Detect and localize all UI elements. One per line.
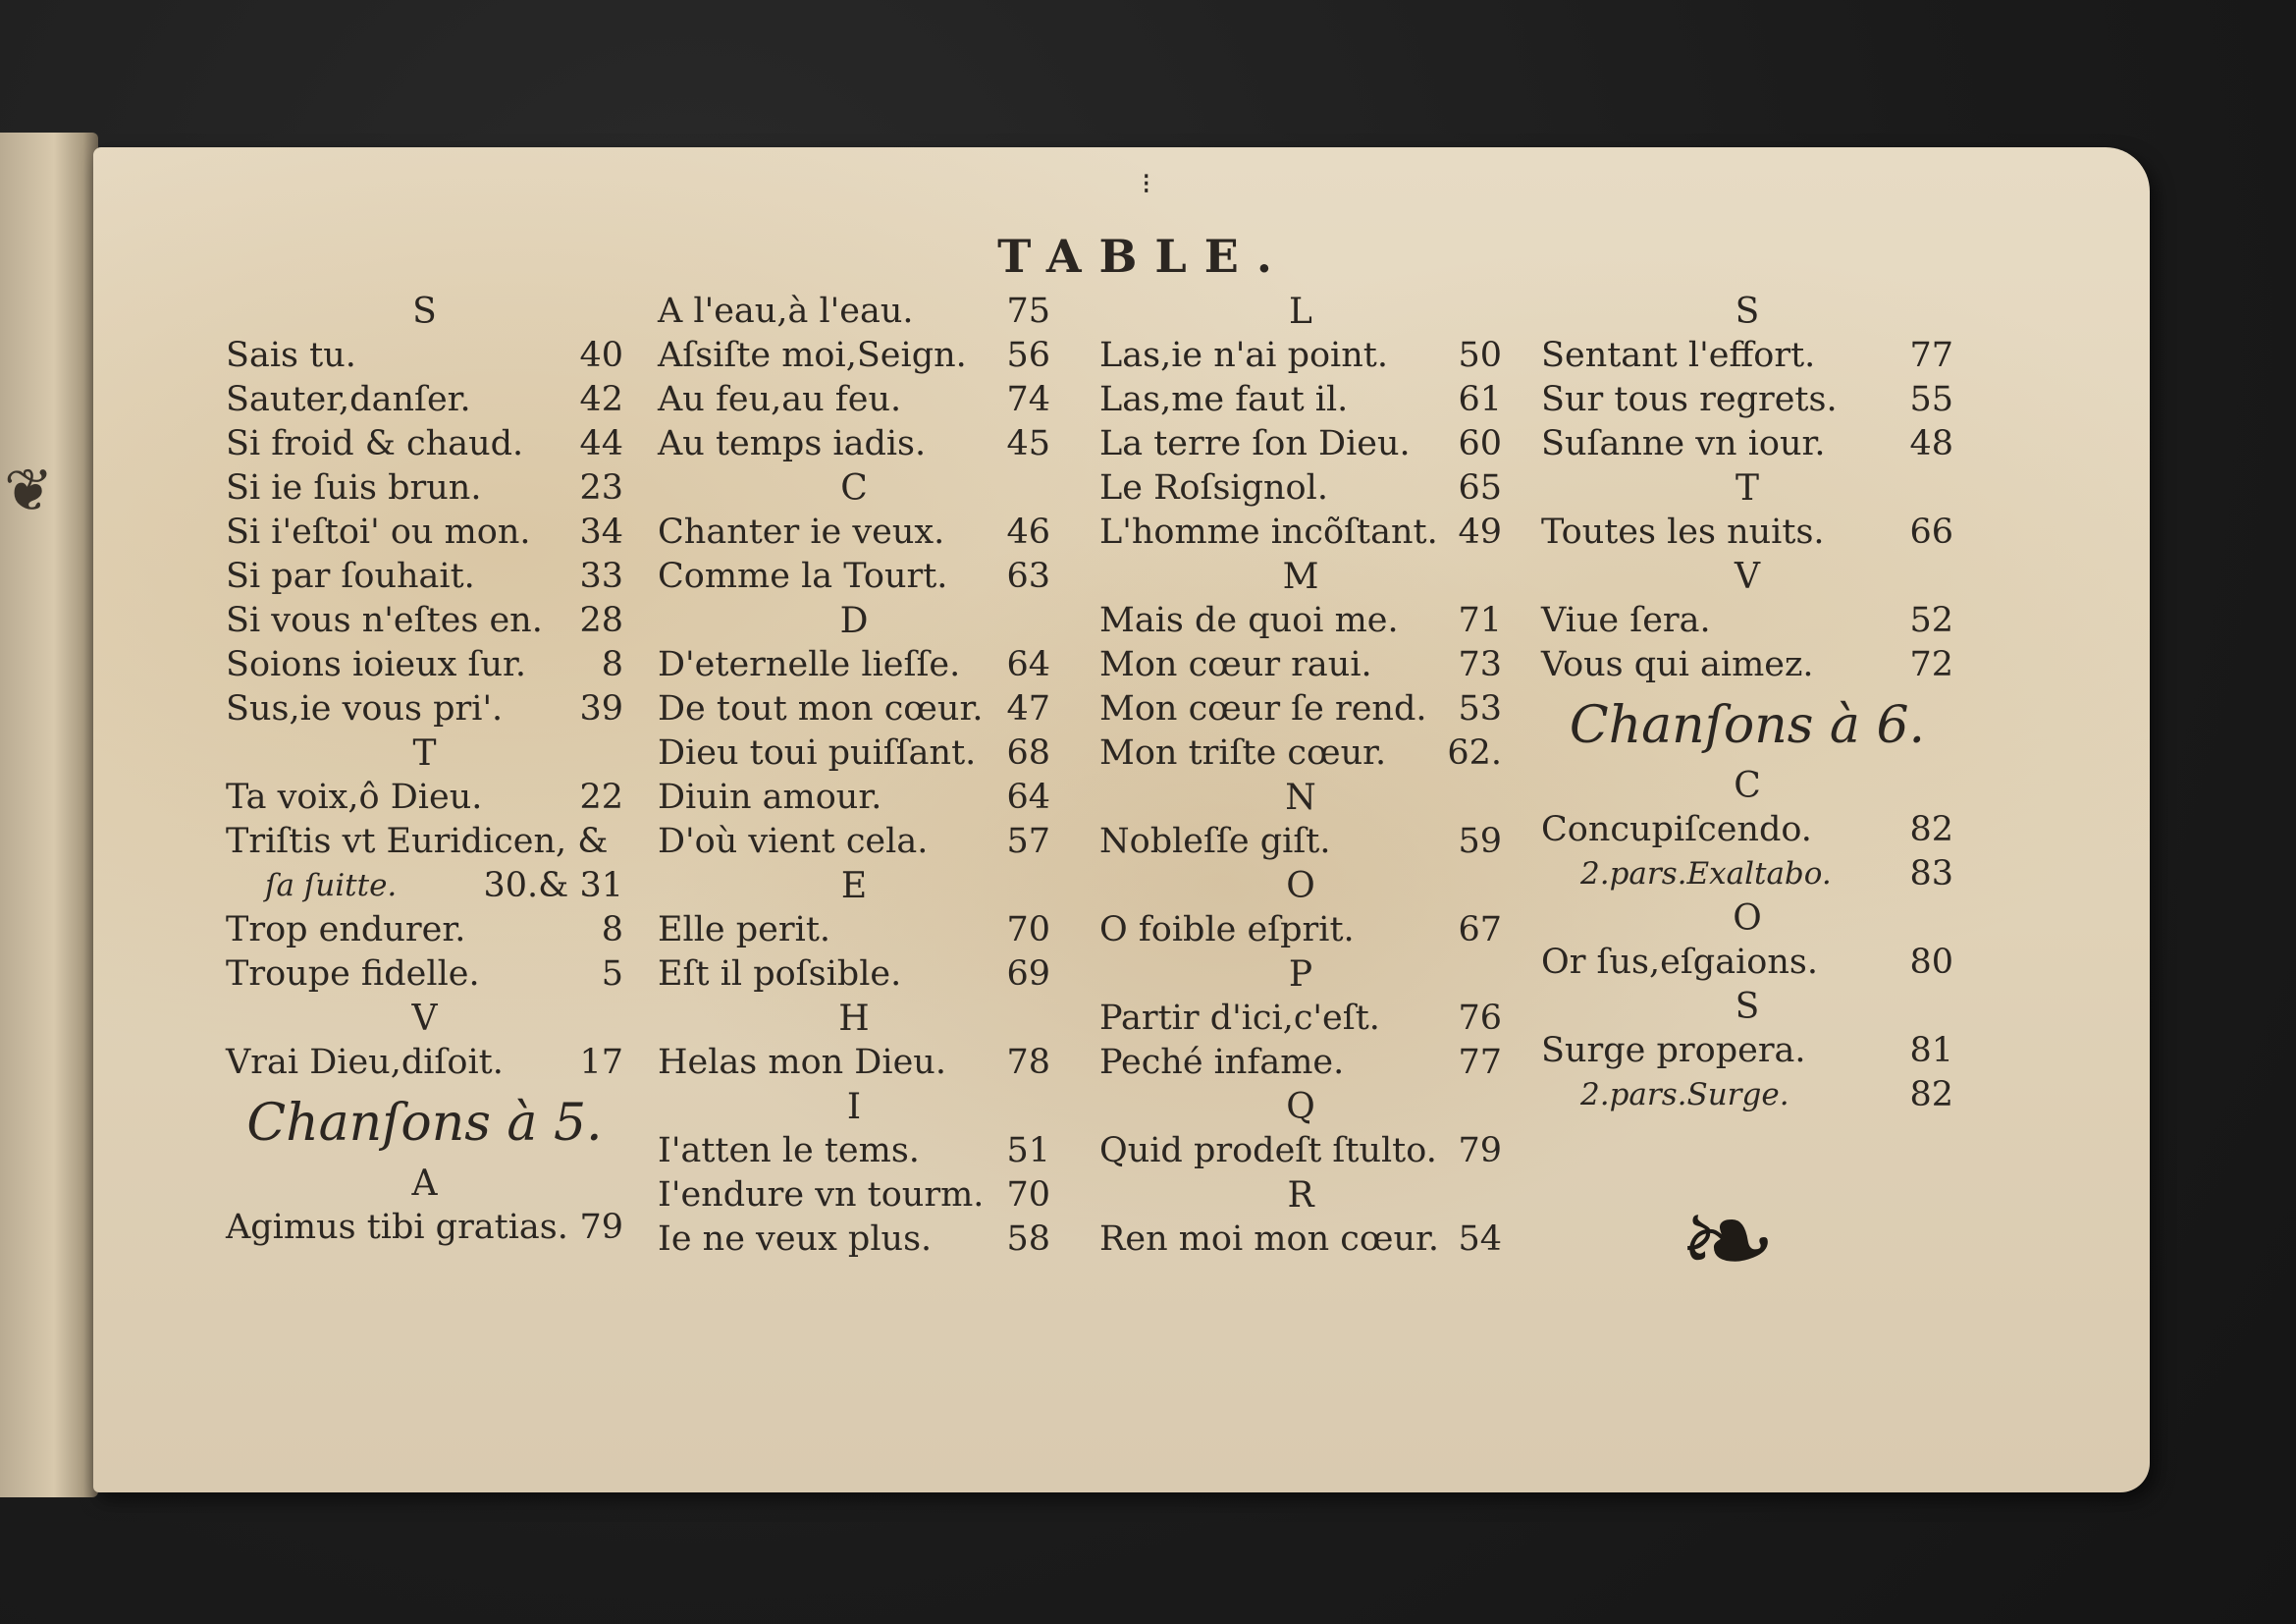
letter-heading [1099, 1173, 1502, 1218]
page-number: 57 [1006, 822, 1050, 861]
letter-heading [658, 599, 1050, 643]
index-entry [658, 643, 1050, 687]
fleuron-tailpiece-icon: ❧ [1678, 1173, 1778, 1310]
page-number: 28 [579, 601, 623, 640]
page-number: 66 [1909, 513, 1953, 552]
index-entry-text: Surge propera. [1541, 1031, 1806, 1070]
index-entry-text: A l'eau,à l'eau. [658, 292, 914, 331]
index-entry-text: Mon cœur raui. [1099, 645, 1372, 684]
letter-heading-text: P [1288, 954, 1313, 995]
index-entry [1541, 378, 1953, 422]
page-number: 63 [1006, 557, 1050, 596]
letter-heading [658, 997, 1050, 1041]
page-number: 51 [1006, 1131, 1050, 1170]
page-number: 8 [601, 645, 623, 684]
letter-heading-text: S [412, 292, 437, 332]
page-number: 47 [1006, 689, 1050, 729]
page-number: 72 [1909, 645, 1953, 684]
letter-heading [1099, 290, 1502, 334]
index-entry [1099, 511, 1502, 555]
letter-heading [1099, 952, 1502, 997]
letter-heading-text: Q [1286, 1087, 1315, 1127]
page-number: 71 [1458, 601, 1502, 640]
index-entry-text: Si vous n'eſtes en. [226, 601, 543, 640]
index-entry [1099, 997, 1502, 1041]
index-entry-text: Si par ſouhait. [226, 557, 475, 596]
index-entry-text: Au feu,au feu. [658, 380, 902, 419]
page-number: 80 [1909, 943, 1953, 982]
index-entry [226, 599, 623, 643]
page-number: 67 [1458, 910, 1502, 949]
index-entry [658, 1218, 1050, 1262]
index-entry [1099, 687, 1502, 731]
page-number: 83 [1909, 854, 1953, 893]
letter-heading-text: O [1733, 898, 1762, 939]
facing-page-edge [0, 133, 98, 1497]
index-entry [658, 820, 1050, 864]
index-entry [1541, 599, 1953, 643]
index-entry [1099, 908, 1502, 952]
index-entry-text: L'homme incõſtant. [1099, 513, 1438, 552]
letter-heading [226, 731, 623, 776]
page-number: 54 [1458, 1219, 1502, 1259]
section-heading [226, 1085, 623, 1162]
index-entry [226, 555, 623, 599]
index-entry-text: Eſt il poſsible. [658, 954, 902, 994]
index-column-1 [226, 290, 623, 1250]
ornament-fragment-icon: ❦ [4, 457, 54, 525]
index-entry [658, 555, 1050, 599]
page-number: 42 [579, 380, 623, 419]
index-entry-text: La terre ſon Dieu. [1099, 424, 1411, 463]
index-entry [1099, 466, 1502, 511]
index-entry [226, 908, 623, 952]
section-heading [1541, 687, 1953, 764]
page-number: 76 [1458, 999, 1502, 1038]
index-entry-text: Mais de quoi me. [1099, 601, 1399, 640]
section-heading-text: Chanſons à 5. [246, 1094, 603, 1153]
index-subentry-text: 2.pars.Exaltabo. [1580, 856, 1832, 892]
page-number: 70 [1006, 1175, 1050, 1215]
index-entry [658, 1173, 1050, 1218]
page-number: 56 [1006, 336, 1050, 375]
index-subentry-text: ſa ſuitte. [265, 868, 398, 903]
index-entry [1541, 808, 1953, 852]
letter-heading-text: C [1734, 766, 1761, 806]
index-entry [226, 776, 623, 820]
page-number: 58 [1006, 1219, 1050, 1259]
page-number: 39 [579, 689, 623, 729]
page-number: 61 [1458, 380, 1502, 419]
index-entry-text: Trop endurer. [226, 910, 466, 949]
index-entry [1541, 941, 1953, 985]
letter-heading [226, 997, 623, 1041]
index-entry-text: Triſtis vt Euridicen, & [226, 822, 609, 861]
index-entry-text: D'où vient cela. [658, 822, 929, 861]
index-entry-text: Elle perit. [658, 910, 831, 949]
index-entry [1541, 1029, 1953, 1073]
index-entry-text: Ta voix,ô Dieu. [226, 778, 483, 817]
letter-heading-text: A [411, 1164, 438, 1204]
letter-heading [1541, 985, 1953, 1029]
index-entry [226, 1206, 623, 1250]
page-number: 74 [1006, 380, 1050, 419]
page-number: 82 [1909, 810, 1953, 849]
index-entry-text: Ren moi mon cœur. [1099, 1219, 1440, 1259]
index-entry [658, 776, 1050, 820]
index-entry-text: Toutes les nuits. [1541, 513, 1825, 552]
index-entry-text: Chanter ie veux. [658, 513, 945, 552]
page-number: 34 [579, 513, 623, 552]
letter-heading [1541, 466, 1953, 511]
index-entry [658, 1129, 1050, 1173]
index-entry [226, 1041, 623, 1085]
index-entry [1099, 643, 1502, 687]
letter-heading [1099, 864, 1502, 908]
index-entry [1099, 1041, 1502, 1085]
index-entry [226, 422, 623, 466]
index-entry-text: Suſanne vn iour. [1541, 424, 1826, 463]
index-entry-text: Las,ie n'ai point. [1099, 336, 1388, 375]
page-number: 77 [1458, 1043, 1502, 1082]
index-entry [1099, 820, 1502, 864]
letter-heading-text: D [839, 601, 869, 641]
index-entry [1541, 511, 1953, 555]
index-entry [1099, 334, 1502, 378]
index-entry [1099, 378, 1502, 422]
index-subentry [1541, 852, 1953, 896]
page-number: 22 [579, 778, 623, 817]
letter-heading [226, 1162, 623, 1206]
letter-heading-text: C [840, 468, 868, 509]
index-entry-text: Vous qui aimez. [1541, 645, 1814, 684]
page-number: 65 [1458, 468, 1502, 508]
index-entry [226, 952, 623, 997]
index-entry [658, 378, 1050, 422]
letter-heading [658, 1085, 1050, 1129]
index-entry-text: Nobleſſe giſt. [1099, 822, 1331, 861]
page-number: 48 [1909, 424, 1953, 463]
page-number: 77 [1909, 336, 1953, 375]
index-entry-text: Sauter,danſer. [226, 380, 471, 419]
index-entry-text: Comme la Tourt. [658, 557, 948, 596]
index-entry-text: Partir d'ici,c'eſt. [1099, 999, 1380, 1038]
index-entry-text: I'atten le tems. [658, 1131, 920, 1170]
page-number: 78 [1006, 1043, 1050, 1082]
letter-heading-text: N [1285, 778, 1316, 818]
letter-heading-text: T [412, 733, 437, 774]
index-entry [658, 422, 1050, 466]
letter-heading-text: L [1289, 292, 1312, 332]
letter-heading [1541, 290, 1953, 334]
letter-heading-text: V [411, 999, 438, 1039]
letter-heading [226, 290, 623, 334]
index-entry-text: Helas mon Dieu. [658, 1043, 946, 1082]
index-entry-text: Mon triſte cœur. [1099, 733, 1387, 773]
page-number: 82 [1909, 1075, 1953, 1114]
page-number: 59 [1458, 822, 1502, 861]
printer-mark-icon: ⁝ [1142, 167, 1151, 201]
page-number: 62. [1447, 733, 1502, 773]
page-number: 30.& 31 [483, 866, 623, 905]
page-number: 64 [1006, 778, 1050, 817]
index-entry [1099, 1129, 1502, 1173]
letter-heading-text: E [840, 866, 868, 906]
page-number: 5 [601, 954, 623, 994]
index-entry-text: Aſsiſte moi,Seign. [658, 336, 967, 375]
page-number: 75 [1006, 292, 1050, 331]
index-entry-text: O foible eſprit. [1099, 910, 1355, 949]
index-entry-text: Diuin amour. [658, 778, 882, 817]
letter-heading-text: H [838, 999, 870, 1039]
page-number: 8 [601, 910, 623, 949]
index-entry-text: Quid prodeſt ſtulto. [1099, 1131, 1437, 1170]
page-number: 79 [579, 1208, 623, 1247]
page-number: 52 [1909, 601, 1953, 640]
letter-heading [1541, 896, 1953, 941]
page-number: 73 [1458, 645, 1502, 684]
index-entry-text: Agimus tibi gratias. [226, 1208, 568, 1247]
index-entry-text: Mon cœur ſe rend. [1099, 689, 1427, 729]
index-entry-text: Si i'eſtoi' ou mon. [226, 513, 531, 552]
page-number: 40 [579, 336, 623, 375]
index-entry-text: Sur tous regrets. [1541, 380, 1838, 419]
index-entry-text: Sus,ie vous pri'. [226, 689, 504, 729]
index-entry-text: Dieu toui puiſſant. [658, 733, 977, 773]
index-entry [1099, 599, 1502, 643]
index-entry-text: Troupe fidelle. [226, 954, 480, 994]
index-entry-text: Si froid & chaud. [226, 424, 524, 463]
index-column-3 [1099, 290, 1502, 1262]
page-number: 46 [1006, 513, 1050, 552]
book-page [93, 147, 2150, 1492]
index-entry [226, 466, 623, 511]
index-entry [658, 952, 1050, 997]
page-number: 60 [1458, 424, 1502, 463]
page-number: 45 [1006, 424, 1050, 463]
index-entry-text: Sais tu. [226, 336, 356, 375]
letter-heading-text: S [1735, 292, 1760, 332]
letter-heading-text: S [1735, 987, 1760, 1027]
index-entry [1099, 1218, 1502, 1262]
index-subentry-text: 2.pars.Surge. [1580, 1077, 1789, 1112]
letter-heading-text: T [1735, 468, 1759, 509]
index-entry-text: De tout mon cœur. [658, 689, 984, 729]
page-number: 70 [1006, 910, 1050, 949]
letter-heading [1099, 776, 1502, 820]
index-entry-text: Soions ioieux ſur. [226, 645, 527, 684]
index-entry [1099, 731, 1502, 776]
index-entry [1541, 334, 1953, 378]
page-number: 53 [1458, 689, 1502, 729]
index-entry [658, 908, 1050, 952]
index-entry-text: Or ſus,eſgaions. [1541, 943, 1818, 982]
letter-heading [1099, 555, 1502, 599]
index-entry-text: Au temps iadis. [658, 424, 927, 463]
index-entry-text: Le Roſsignol. [1099, 468, 1328, 508]
index-entry-text: Vrai Dieu,diſoit. [226, 1043, 504, 1082]
index-entry-text: Viue ſera. [1541, 601, 1711, 640]
index-entry [226, 820, 623, 864]
page-number: 23 [579, 468, 623, 508]
page-title: TABLE. [997, 230, 1290, 283]
letter-heading-text: I [846, 1087, 862, 1127]
letter-heading [658, 864, 1050, 908]
index-column-4 [1541, 290, 1953, 1117]
page-number: 55 [1909, 380, 1953, 419]
index-entry [1541, 422, 1953, 466]
index-column-2 [658, 290, 1050, 1262]
index-entry [226, 334, 623, 378]
index-subentry [1541, 1073, 1953, 1117]
index-entry-text: I'endure vn tourm. [658, 1175, 985, 1215]
page-number: 64 [1006, 645, 1050, 684]
letter-heading [658, 466, 1050, 511]
index-entry [226, 378, 623, 422]
page-number: 44 [579, 424, 623, 463]
letter-heading-text: M [1282, 557, 1319, 597]
index-entry [658, 731, 1050, 776]
letter-heading [1541, 764, 1953, 808]
index-entry [658, 1041, 1050, 1085]
index-entry [658, 290, 1050, 334]
index-entry-text: Ie ne veux plus. [658, 1219, 933, 1259]
page-number: 50 [1458, 336, 1502, 375]
letter-heading-text: R [1287, 1175, 1314, 1216]
page-number: 79 [1458, 1131, 1502, 1170]
index-entry-text: D'eternelle lieſſe. [658, 645, 961, 684]
index-entry [1099, 422, 1502, 466]
index-subentry [226, 864, 623, 908]
page-number: 49 [1458, 513, 1502, 552]
page-number: 69 [1006, 954, 1050, 994]
index-entry [658, 687, 1050, 731]
index-entry [226, 687, 623, 731]
letter-heading [1099, 1085, 1502, 1129]
letter-heading [1541, 555, 1953, 599]
letter-heading-text: O [1286, 866, 1315, 906]
page-number: 81 [1909, 1031, 1953, 1070]
index-entry-text: Concupiſcendo. [1541, 810, 1812, 849]
index-entry [658, 334, 1050, 378]
page-number: 68 [1006, 733, 1050, 773]
index-entry-text: Peché infame. [1099, 1043, 1345, 1082]
index-entry [658, 511, 1050, 555]
page-number: 17 [579, 1043, 623, 1082]
index-entry [226, 511, 623, 555]
index-entry-text: Si ie ſuis brun. [226, 468, 482, 508]
index-entry-text: Las,me faut il. [1099, 380, 1349, 419]
index-entry [1541, 643, 1953, 687]
page-number: 33 [579, 557, 623, 596]
index-entry-text: Sentant l'effort. [1541, 336, 1816, 375]
section-heading-text: Chanſons à 6. [1569, 696, 1926, 755]
letter-heading-text: V [1735, 557, 1760, 597]
index-entry [226, 643, 623, 687]
